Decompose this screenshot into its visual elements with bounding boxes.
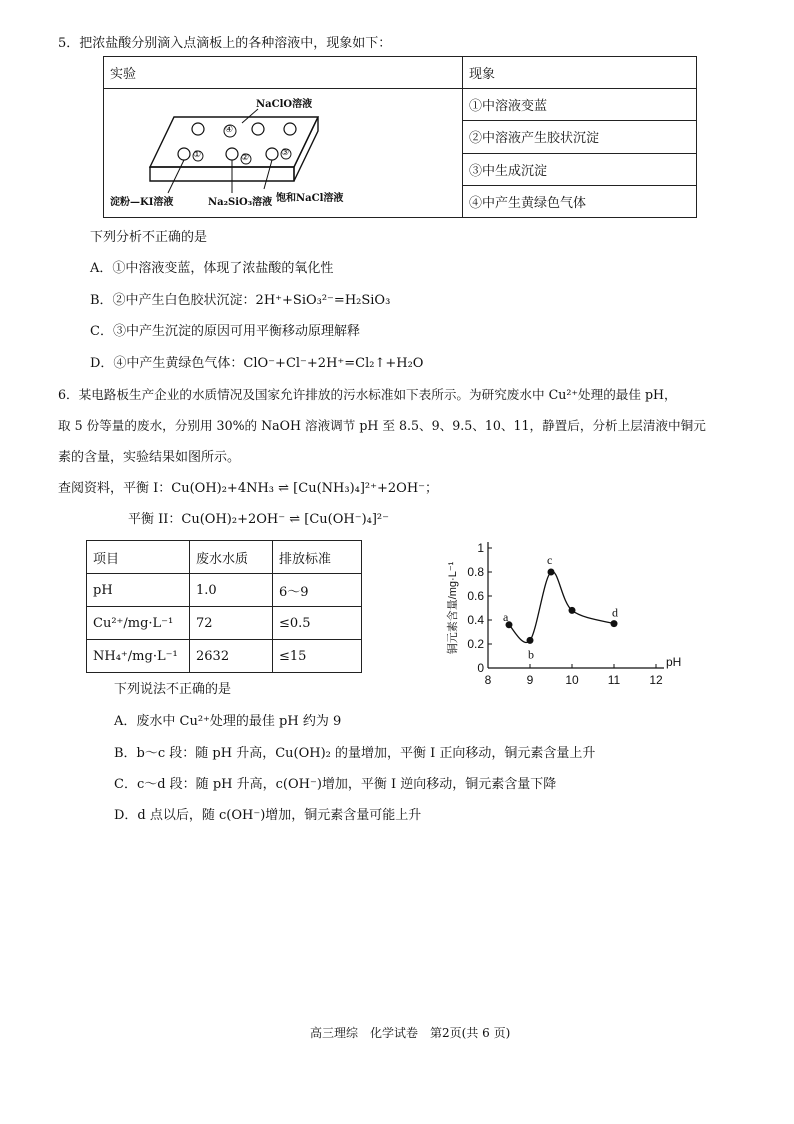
q6-header-item: 项目 bbox=[87, 541, 190, 574]
y-tick-label: 1 bbox=[477, 541, 484, 555]
point-label: b bbox=[528, 647, 534, 662]
q6-cell: pH bbox=[87, 574, 190, 607]
q6-option-a: A．废水中 Cu²⁺处理的最佳 pH 约为 9 bbox=[114, 714, 342, 729]
point-label: a bbox=[503, 609, 509, 624]
y-tick-label: 0.4 bbox=[467, 613, 484, 627]
q6-cell: Cu²⁺/mg·L⁻¹ bbox=[87, 607, 190, 640]
y-tick-label: 0.2 bbox=[467, 637, 484, 651]
q6-option-d: D．d 点以后，随 c(OH⁻)增加，铜元素含量可能上升 bbox=[114, 808, 422, 823]
q5-option-a: A．①中溶液变蓝，体现了浓盐酸的氧化性 bbox=[90, 261, 334, 276]
q5-phenomenon-2: ②中溶液产生胶状沉淀 bbox=[463, 121, 697, 153]
q5-option-b: B．②中产生白色胶状沉淀：2H⁺+SiO₃²⁻=H₂SiO₃ bbox=[90, 293, 391, 308]
y-tick-label: 0.8 bbox=[467, 565, 484, 579]
q6-cell: 72 bbox=[190, 607, 273, 640]
q5-header-phenomenon: 现象 bbox=[463, 57, 697, 89]
q6-ref-line1: 查阅资料，平衡 I：Cu(OH)₂+4NH₃ ⇌ [Cu(NH₃)₄]²⁺+2OH⁻； bbox=[58, 481, 439, 496]
q6-header-wastewater: 废水水质 bbox=[190, 541, 273, 574]
x-tick-label: 11 bbox=[607, 673, 621, 687]
q5-table bbox=[103, 56, 697, 218]
q6-cell: 6～9 bbox=[273, 574, 362, 607]
q6-cell: ≤0.5 bbox=[273, 607, 362, 640]
q5-phenomenon-1: ①中溶液变蓝 bbox=[463, 89, 697, 121]
x-tick-label: 12 bbox=[649, 673, 663, 687]
data-point bbox=[569, 607, 576, 614]
label-well-1: ① bbox=[193, 150, 202, 160]
label-starch-ki: 淀粉—KI溶液 bbox=[110, 197, 174, 208]
point-label: d bbox=[612, 605, 618, 620]
q6-prompt: 下列说法不正确的是 bbox=[114, 682, 232, 697]
q6-cell: 1.0 bbox=[190, 574, 273, 607]
q6-stem-line3: 素的含量，实验结果如图所示。 bbox=[58, 450, 241, 465]
q5-stem: 5．把浓盐酸分别滴入点滴板上的各种溶液中，现象如下： bbox=[58, 36, 392, 51]
label-na2sio3: Na₂SiO₃溶液 bbox=[208, 197, 273, 208]
y-tick-label: 0.6 bbox=[467, 589, 484, 603]
q5-figure-cell bbox=[104, 89, 463, 218]
data-point bbox=[611, 620, 618, 627]
y-axis-label: 铜元素含量/mg·L⁻¹ bbox=[447, 561, 459, 655]
q6-table bbox=[86, 540, 362, 673]
q5-header-experiment: 实验 bbox=[104, 57, 463, 89]
q6-ref-line2: 平衡 II：Cu(OH)₂+2OH⁻ ⇌ [Cu(OH⁻)₄]²⁻ bbox=[128, 512, 389, 527]
label-well-4: ④ bbox=[225, 125, 234, 135]
q6-header-standard: 排放标准 bbox=[273, 541, 362, 574]
q6-option-b: B．b～c 段：随 pH 升高，Cu(OH)₂ 的量增加，平衡 I 正向移动，铜元素含量上升 bbox=[114, 746, 596, 761]
q6-stem-line1: 6．某电路板生产企业的水质情况及国家允许排放的污水标准如下表所示。为研究废水中 Cu²⁺处理的最佳 pH， bbox=[58, 387, 677, 402]
point-label: c bbox=[547, 553, 553, 567]
x-tick-label: 8 bbox=[484, 673, 492, 687]
x-tick-label: 9 bbox=[526, 673, 534, 687]
series-line bbox=[509, 572, 614, 643]
data-point bbox=[527, 637, 534, 644]
label-nacl: 饱和NaCl溶液 bbox=[276, 193, 344, 204]
q5-option-c: C．③中产生沉淀的原因可用平衡移动原理解释 bbox=[90, 324, 360, 339]
q5-option-d: D．④中产生黄绿色气体：ClO⁻+Cl⁻+2H⁺=Cl₂↑+H₂O bbox=[90, 356, 424, 371]
x-axis-label: pH bbox=[666, 655, 682, 669]
q5-prompt: 下列分析不正确的是 bbox=[90, 230, 208, 245]
q6-option-c: C．c～d 段：随 pH 升高，c(OH⁻)增加，平衡 I 逆向移动，铜元素含量下降 bbox=[114, 777, 557, 792]
page-footer: 高三理综 化学试卷 第2页(共 6 页) bbox=[310, 1026, 511, 1040]
q6-cell: 2632 bbox=[190, 640, 273, 673]
x-tick-label: 10 bbox=[565, 673, 579, 687]
q5-phenomenon-4: ④中产生黄绿色气体 bbox=[463, 185, 697, 217]
label-well-2: ② bbox=[241, 153, 250, 163]
q6-cell: ≤15 bbox=[273, 640, 362, 673]
data-point bbox=[548, 569, 555, 576]
q5-phenomenon-3: ③中生成沉淀 bbox=[463, 153, 697, 185]
q6-stem-line2: 取 5 份等量的废水，分别用 30%的 NaOH 溶液调节 pH 至 8.5、9、9.5、10、11，静置后，分析上层清液中铜元 bbox=[58, 418, 706, 433]
label-naclo: NaClO溶液 bbox=[256, 99, 313, 110]
copper-content-chart bbox=[436, 538, 696, 690]
y-tick-label: 0 bbox=[477, 661, 484, 675]
q6-cell: NH₄⁺/mg·L⁻¹ bbox=[87, 640, 190, 673]
label-well-3: ③ bbox=[281, 148, 290, 158]
